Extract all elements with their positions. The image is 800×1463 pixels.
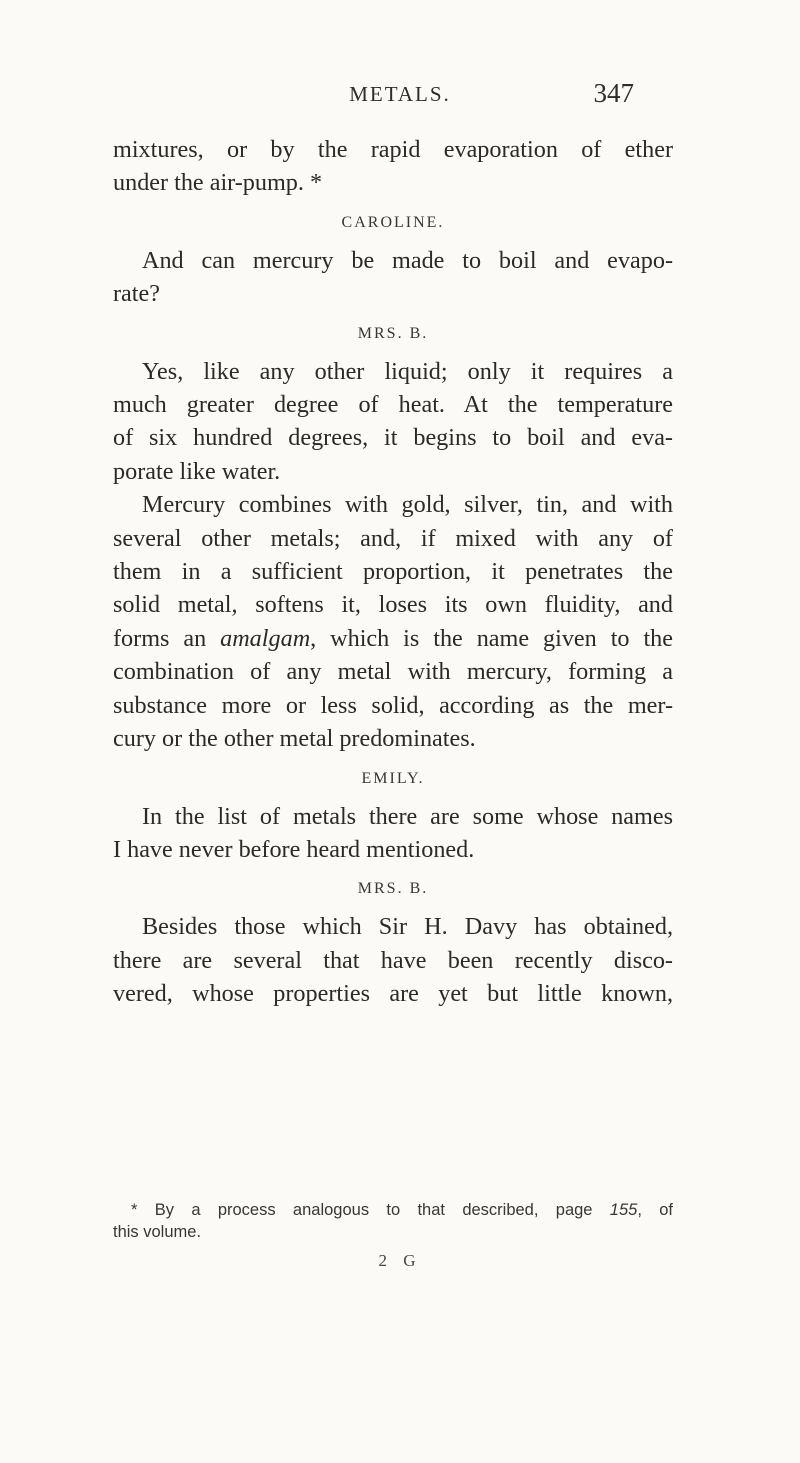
speaker-heading-emily: EMILY. xyxy=(361,769,425,787)
body-text xyxy=(113,133,673,1011)
paragraph-mrs-b-answer xyxy=(113,355,673,489)
text-line: much greater degree of heat. At the temperature xyxy=(113,391,673,419)
italic-term-amalgam: amalgam xyxy=(220,624,311,652)
footnote-page-reference: 155 xyxy=(609,1201,638,1219)
footnote xyxy=(113,1199,673,1243)
page-header xyxy=(0,76,800,116)
text-segment: , which is the name given to the xyxy=(310,624,673,652)
text-line: combination of any metal with mercury, forming a xyxy=(113,658,673,686)
text-line: vered, whose properties are yet but little known, xyxy=(113,980,673,1008)
footnote-line: this volume. xyxy=(113,1223,202,1241)
text-line: there are several that have been recently disco- xyxy=(113,946,673,974)
text-segment: forms an xyxy=(113,624,221,652)
text-line: Besides those which Sir H. Davy has obtained, xyxy=(142,913,673,941)
text-line: of six hundred degrees, it begins to boil and eva- xyxy=(113,424,673,452)
paragraph-caroline-question xyxy=(113,244,673,311)
text-line: them in a sufficient proportion, it penetrates the xyxy=(113,558,673,586)
text-line: cury or the other metal predominates. xyxy=(113,725,476,753)
speaker-heading-caroline: CAROLINE. xyxy=(341,213,445,231)
signature-mark: 2 G xyxy=(378,1251,422,1270)
speaker-heading-mrs-b: MRS. B. xyxy=(357,880,429,898)
paragraph-amalgam xyxy=(113,488,673,755)
page-number: 347 xyxy=(593,78,634,108)
text-line: rate? xyxy=(113,280,160,308)
footnote-line xyxy=(113,1199,673,1221)
paragraph-emily-question xyxy=(113,800,673,867)
text-line: solid metal, softens it, loses its own fluidity, and xyxy=(113,591,673,619)
speaker-heading-mrs-b: MRS. B. xyxy=(357,324,429,342)
text-segment: , of xyxy=(637,1201,673,1219)
text-line: Mercury combines with gold, silver, tin, and with xyxy=(142,491,673,519)
text-line-amalgam xyxy=(113,622,673,655)
text-segment: * By a process analogous to that described, page xyxy=(131,1201,610,1219)
text-line: I have never before heard mentioned. xyxy=(113,835,475,863)
text-line: And can mercury be made to boil and evapo- xyxy=(142,246,673,274)
paragraph-mrs-b-metals xyxy=(113,910,673,1010)
text-line: In the list of metals there are some whose names xyxy=(142,802,673,830)
text-line: several other metals; and, if mixed with any of xyxy=(113,524,673,552)
text-line: porate like water. xyxy=(113,457,281,485)
paragraph-continuation xyxy=(113,133,673,200)
text-line: mixtures, or by the rapid evaporation of ether xyxy=(113,136,673,163)
text-line: substance more or less solid, according as the mer- xyxy=(113,691,673,719)
running-title: METALS. xyxy=(349,82,451,106)
text-line: Yes, like any other liquid; only it requires a xyxy=(142,357,673,385)
text-line: under the air-pump. * xyxy=(113,169,323,197)
